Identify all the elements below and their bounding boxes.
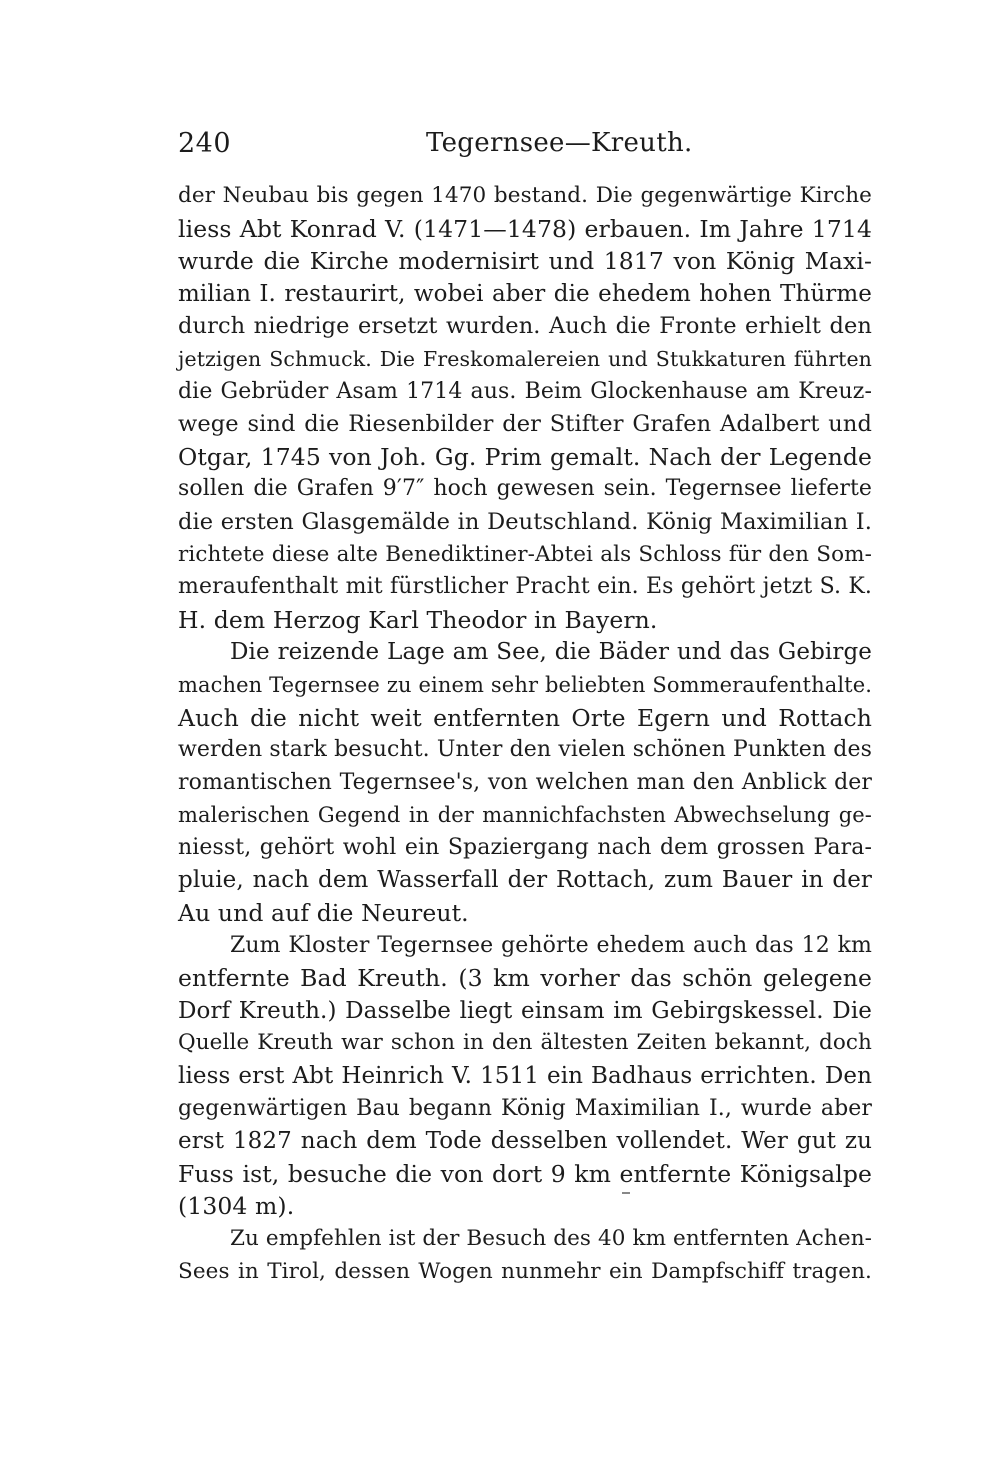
print-mark (622, 1192, 630, 1194)
text-line: Otgar, 1745 von Joh. Gg. Prim gemalt. Nach der Legende (178, 442, 872, 471)
text-line: sollen die Grafen 9′7″ hoch gewesen sein. Tegernsee lieferte (178, 476, 872, 502)
text-line: romantischen Tegernsee's, von welchen man den Anblick der (178, 769, 872, 795)
text-line: wege sind die Riesenbilder der Stifter Grafen Adalbert und (178, 411, 872, 438)
paragraph-2 (178, 636, 872, 929)
text-line: gegenwärtigen Bau begann König Maximilian I., wurde aber (178, 1095, 872, 1121)
page-number: 240 (178, 128, 232, 159)
paragraph-4 (178, 1223, 872, 1288)
text-line: jetzigen Schmuck. Die Freskomalereien und Stukkaturen führten (178, 346, 872, 371)
text-line: wurde die Kirche modernisirt und 1817 von König Maxi- (178, 247, 872, 276)
text-line: richtete diese alte Benediktiner-Abtei als Schloss für den Som- (178, 541, 872, 567)
text-line: pluie, nach dem Wasserfall der Rottach, zum Bauer in der (178, 867, 872, 894)
body-text (178, 180, 872, 1288)
text-line: liess erst Abt Heinrich V. 1511 ein Badhaus errichten. Den (178, 1063, 872, 1090)
text-line: milian I. restaurirt, wobei aber die ehedem hohen Thürme (178, 280, 872, 307)
text-line: Fuss ist, besuche die von dort 9 km entfernte Königsalpe (178, 1159, 872, 1188)
running-head: Tegernsee—Kreuth. (426, 128, 693, 158)
text-line: H. dem Herzog Karl Theodor in Bayern. (178, 605, 658, 634)
text-line: Die reizende Lage am See, die Bäder und das Gebirge (230, 639, 872, 666)
text-line: Dorf Kreuth.) Dasselbe liegt einsam im Gebirgskessel. Die (178, 997, 872, 1024)
text-line: Sees in Tirol, dessen Wogen nunmehr ein Dampfschiff tragen. (178, 1258, 872, 1284)
text-line: machen Tegernsee zu einem sehr beliebten Sommeraufenthalte. (178, 672, 872, 697)
text-line: (1304 m). (178, 1192, 295, 1221)
text-line: die Gebrüder Asam 1714 aus. Beim Glockenhause am Kreuz- (178, 378, 872, 404)
text-line: malerischen Gegend in der mannichfachsten Abwechselung ge- (178, 803, 872, 828)
text-line: durch niedrige ersetzt wurden. Auch die Fronte erhielt den (178, 313, 872, 340)
text-line: Auch die nicht weit entfernten Orte Egern und Rottach (178, 703, 872, 732)
text-line: Zum Kloster Tegernsee gehörte ehedem auch das 12 km (230, 932, 872, 958)
text-line: liess Abt Konrad V. (1471—1478) erbauen. Im Jahre 1714 (178, 214, 872, 243)
paragraph-3 (178, 930, 872, 1223)
text-line: niesst, gehört wohl ein Spaziergang nach dem grossen Para- (178, 834, 872, 860)
text-line: Au und auf die Neureut. (178, 899, 469, 928)
text-line: der Neubau bis gegen 1470 bestand. Die gegenwärtige Kirche (178, 183, 872, 208)
text-line: werden stark besucht. Unter den vielen schönen Punkten des (178, 737, 872, 763)
text-line: Quelle Kreuth war schon in den ältesten Zeiten bekannt, doch (178, 1030, 872, 1056)
text-line: meraufenthalt mit fürstlicher Pracht ein. Es gehört jetzt S. K. (178, 574, 872, 600)
paragraph-1 (178, 180, 872, 636)
text-line: erst 1827 nach dem Tode desselben vollendet. Wer gut zu (178, 1128, 872, 1155)
page-header (178, 128, 872, 160)
text-line: die ersten Glasgemälde in Deutschland. König Maximilian I. (178, 508, 872, 535)
text-line: Zu empfehlen ist der Besuch des 40 km entfernten Achen- (230, 1226, 873, 1251)
text-line: entfernte Bad Kreuth. (3 km vorher das schön gelegene (178, 964, 872, 993)
